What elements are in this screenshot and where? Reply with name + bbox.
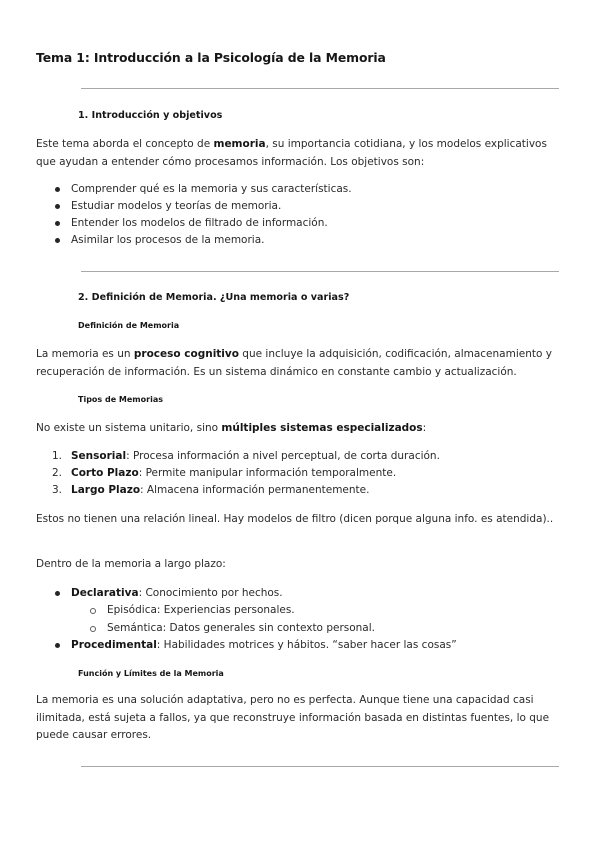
bullet-icon xyxy=(55,221,60,226)
divider xyxy=(81,88,559,89)
hollow-bullet-icon xyxy=(90,626,96,632)
objective-item: Estudiar modelos y teorías de memoria. xyxy=(71,198,281,215)
divider xyxy=(81,271,559,272)
bullet-icon xyxy=(55,591,60,596)
types-heading: Tipos de Memorias xyxy=(78,395,163,404)
long-term-intro: Dentro de la memoria a largo plazo: xyxy=(36,558,226,570)
memory-type-item: 2. Corto Plazo: Permite manipular información temporalmente. xyxy=(52,467,397,479)
declarativa-item: Declarativa: Conocimiento por hechos. xyxy=(71,585,283,602)
definition-text: La memoria es un proceso cognitivo que incluye la adquisición, codificación, almacenamiento y recuperación de información. Es un sistema dinámico en constante cambio y actualización. xyxy=(36,348,552,378)
procedimental-item: Procedimental: Habilidades motrices y hábitos. “saber hacer las cosas” xyxy=(71,637,457,654)
divider xyxy=(81,766,559,767)
bullet-icon xyxy=(55,238,60,243)
section-2-heading: 2. Definición de Memoria. ¿Una memoria o varias? xyxy=(78,292,350,303)
memory-type-item: 3. Largo Plazo: Almacena información permanentemente. xyxy=(52,484,370,496)
function-heading: Función y Límites de la Memoria xyxy=(78,669,224,678)
memory-type-item: 1. Sensorial: Procesa información a nivel perceptual, de corta duración. xyxy=(52,450,440,462)
bullet-icon xyxy=(55,643,60,648)
section-1-heading: 1. Introducción y objetivos xyxy=(78,110,223,121)
hollow-bullet-icon xyxy=(90,608,96,614)
definition-heading: Definición de Memoria xyxy=(78,321,180,330)
types-intro: No existe un sistema unitario, sino múltiples sistemas especializados: xyxy=(36,422,427,434)
episodica-item: Episódica: Experiencias personales. xyxy=(107,602,295,619)
objective-item: Asimilar los procesos de la memoria. xyxy=(71,232,264,249)
objective-item: Entender los modelos de filtrado de información. xyxy=(71,215,328,232)
objective-item: Comprender qué es la memoria y sus características. xyxy=(71,181,352,198)
bullet-icon xyxy=(55,187,60,192)
filter-note: Estos no tienen una relación lineal. Hay modelos de filtro (dicen porque alguna info. es atendida).. xyxy=(36,513,554,525)
function-text: La memoria es una solución adaptativa, pero no es perfecta. Aunque tiene una capacidad casi ilimitada, está sujeta a fallos, ya que reconstruye información basada en distintas fuentes, lo que puede causar errores. xyxy=(36,694,550,741)
section-1-intro: Este tema aborda el concepto de memoria, su importancia cotidiana, y los modelos explicativos que ayudan a entender cómo procesamos información. Los objetivos son: xyxy=(36,138,547,168)
bullet-icon xyxy=(55,204,60,209)
page-title: Tema 1: Introducción a la Psicología de la Memoria xyxy=(36,50,386,65)
semantica-item: Semántica: Datos generales sin contexto personal. xyxy=(107,620,375,637)
